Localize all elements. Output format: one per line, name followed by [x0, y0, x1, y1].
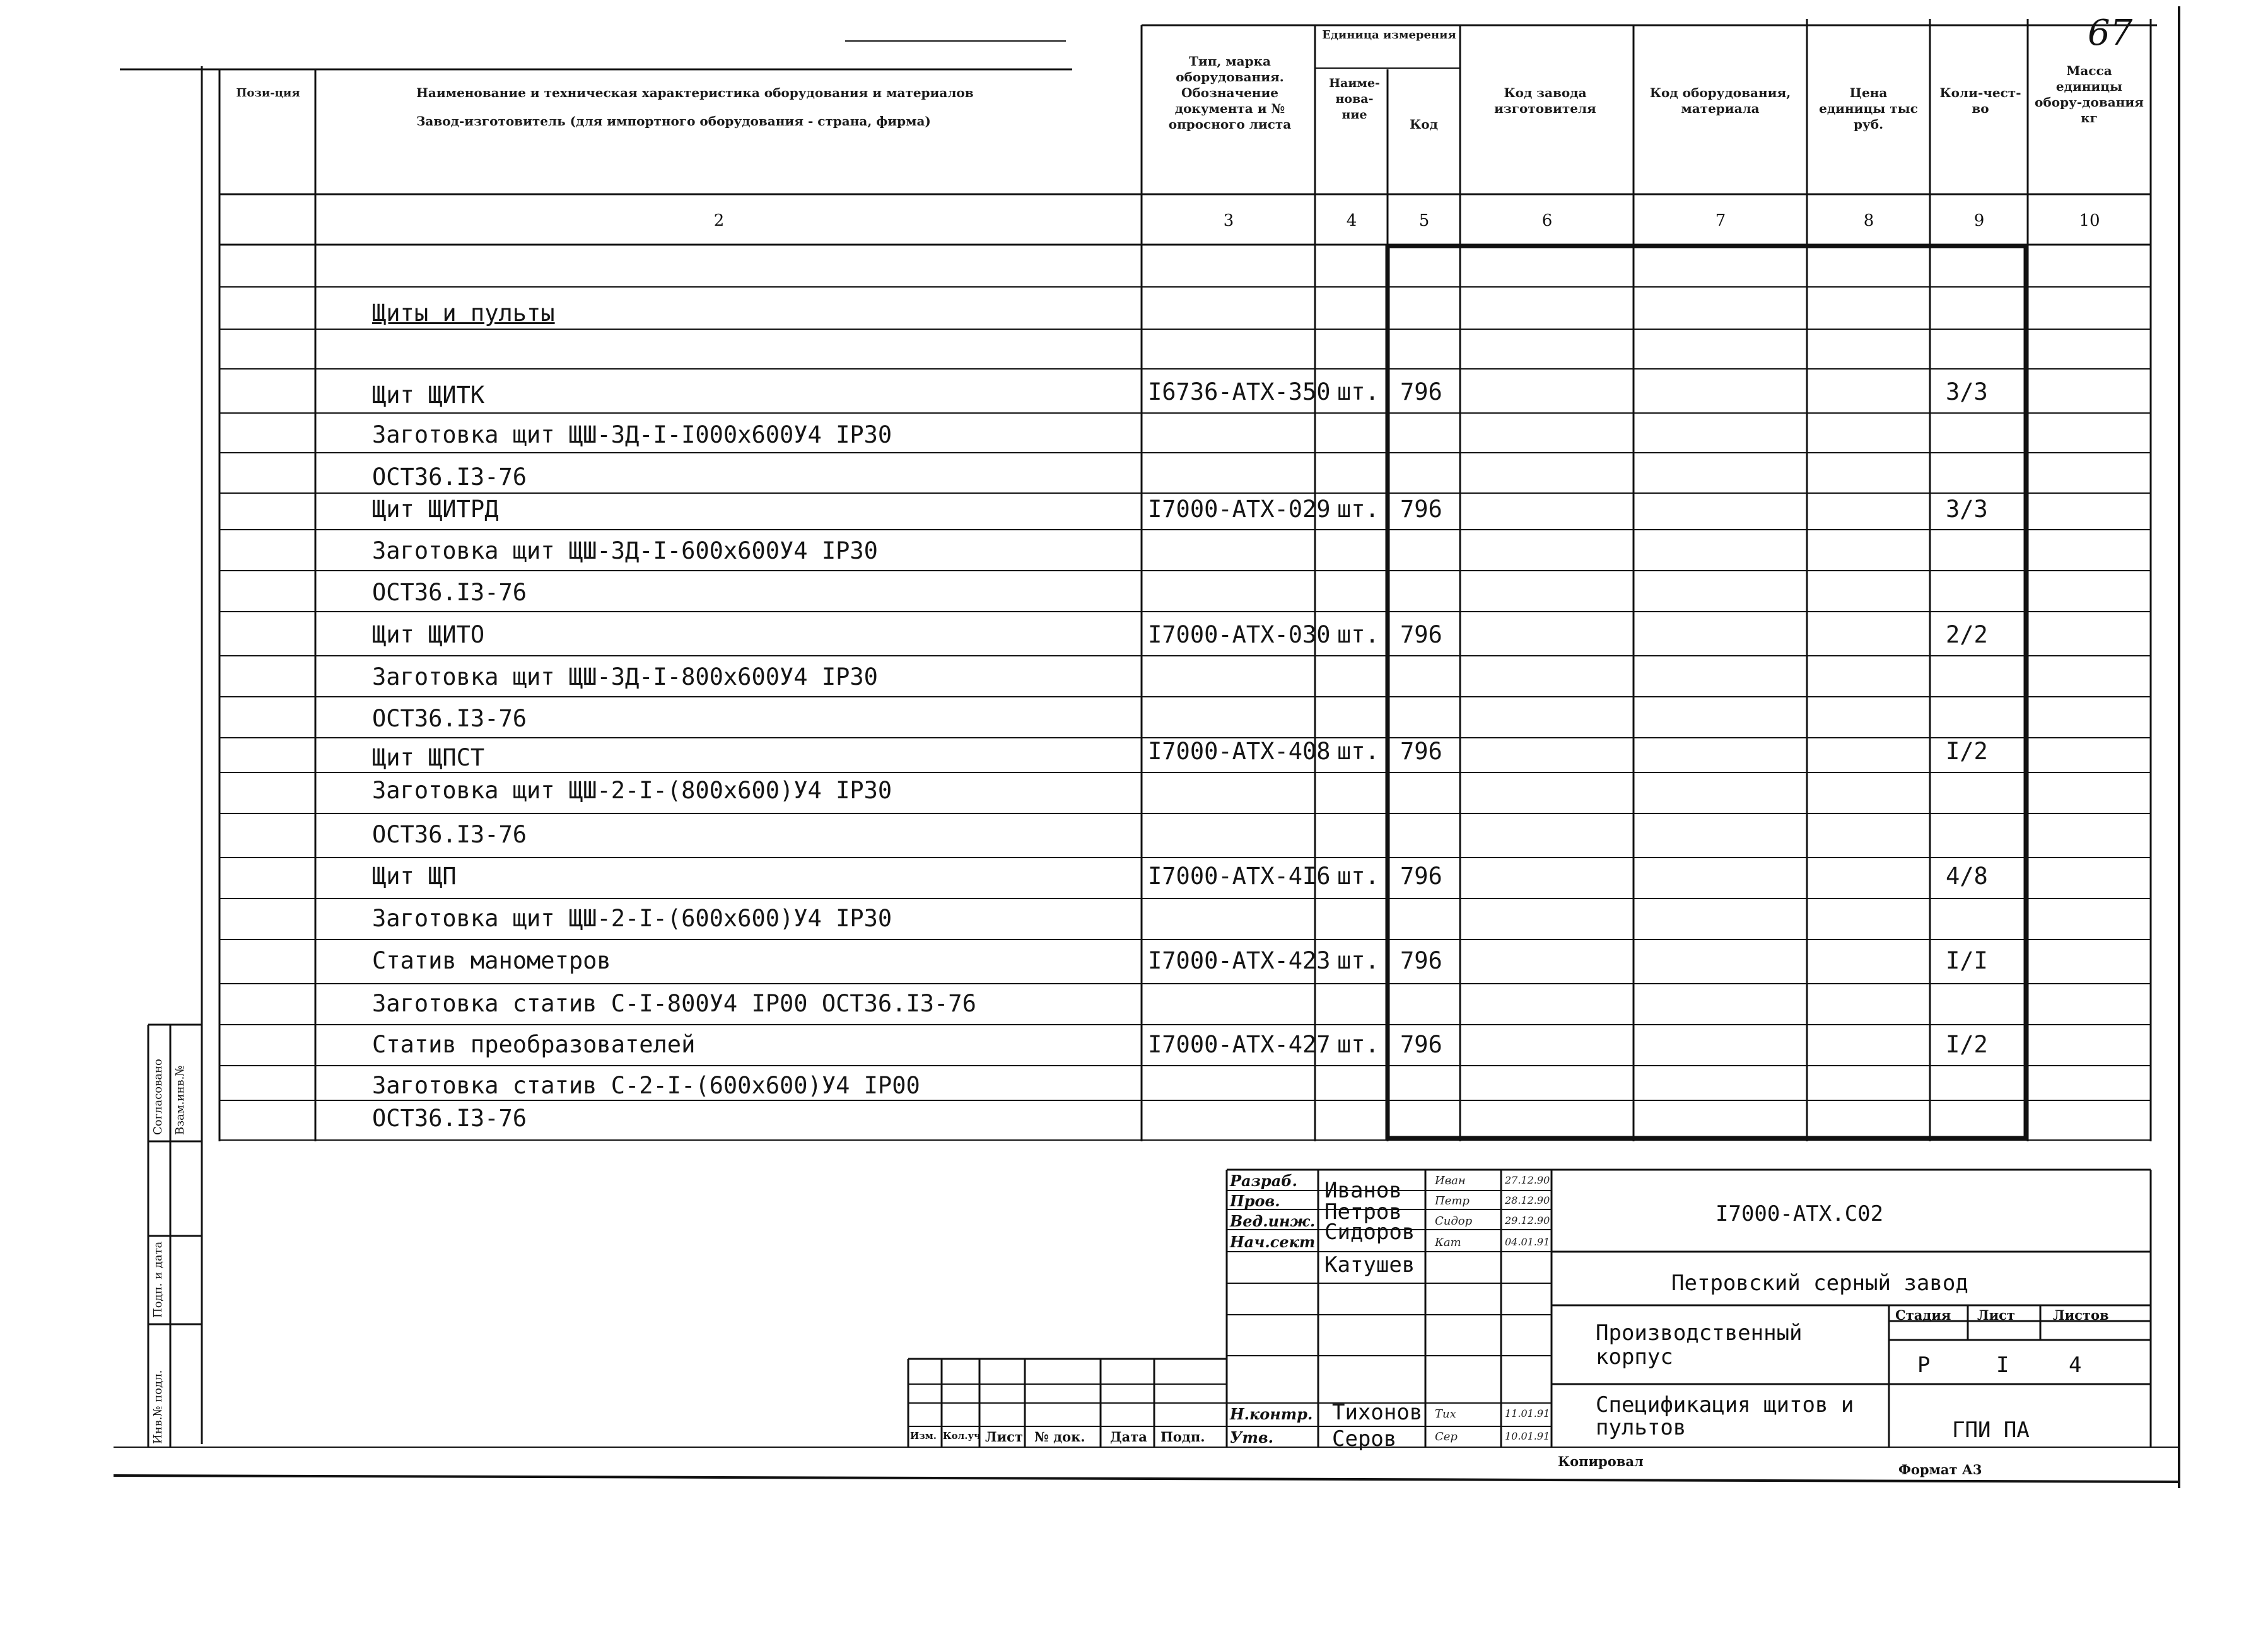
column-number: 9 — [1973, 211, 1985, 230]
format-label: Формат А3 — [1898, 1462, 1982, 1477]
row-code: 796 — [1400, 621, 1442, 648]
row-unit: шт. — [1337, 863, 1379, 890]
row-unit: шт. — [1337, 378, 1379, 405]
tb-date: 04.01.91 — [1505, 1236, 1550, 1248]
column-number: 7 — [1715, 211, 1726, 230]
tb-name: Иванов — [1324, 1178, 1402, 1203]
tb-name: Тихонов — [1332, 1400, 1423, 1425]
row-name: Статив манометров — [372, 947, 611, 974]
tb-name: Петров — [1324, 1199, 1402, 1225]
row-name: Заготовка щит ЩШ-ЗД-I-600х600У4 IР30 — [372, 537, 878, 564]
tb-signature: Сидор — [1435, 1214, 1473, 1228]
plant-name: Петровский серный завод — [1671, 1271, 1968, 1296]
header-plant-code: Код завода изготовителя — [1494, 85, 1596, 116]
column-number: 5 — [1418, 211, 1430, 230]
row-type: I7000-АТХ-030 — [1148, 621, 1331, 648]
row-name: Заготовка щит ЩШ-ЗД-I-800х600У4 IР30 — [372, 663, 878, 690]
tb-signature: Кат — [1435, 1236, 1461, 1249]
header-qty: Коли-чест-во — [1939, 85, 2021, 116]
row-name: ОСТ36.I3-76 — [372, 463, 527, 491]
tb-date: 29.12.90 — [1505, 1214, 1550, 1226]
row-type: I7000-АТХ-408 — [1148, 738, 1331, 765]
side-stamp-label: Подп. и дата — [151, 1241, 165, 1318]
row-name: Щит ЩИТРД — [372, 496, 499, 523]
row-type: I7000-АТХ-423 — [1148, 947, 1331, 974]
tb-date: 10.01.91 — [1505, 1430, 1550, 1442]
sheet-value: I — [1996, 1353, 2009, 1378]
row-code: 796 — [1400, 863, 1442, 890]
row-code: 796 — [1400, 947, 1442, 974]
row-qty: 4/8 — [1946, 863, 1988, 890]
row-name: ОСТ36.I3-76 — [372, 1105, 527, 1132]
row-type: I7000-АТХ-427 — [1148, 1031, 1331, 1058]
row-qty: I/I — [1946, 947, 1988, 974]
row-qty: 3/3 — [1946, 378, 1988, 405]
column-number: 8 — [1863, 211, 1874, 230]
revision-header: Изм. — [910, 1430, 937, 1441]
building-name: Производственный корпус — [1596, 1320, 1803, 1370]
revision-header: Лист — [985, 1429, 1023, 1445]
section-heading: Щиты и пульты — [372, 300, 555, 327]
header-mass: Масса единицы обору-дования кг — [2035, 63, 2144, 125]
row-name: ОСТ36.I3-76 — [372, 579, 527, 606]
sheet-header: Лист — [1977, 1307, 2015, 1323]
revision-header: № док. — [1034, 1429, 1085, 1445]
side-stamp-label: Взам.инв.№ — [173, 1065, 187, 1135]
stage-header: Стадия — [1895, 1307, 1951, 1323]
row-code: 796 — [1400, 496, 1442, 523]
header-name-line2: Завод-изготовитель (для импортного оборудования - страна, фирма) — [416, 114, 931, 129]
row-code: 796 — [1400, 378, 1442, 405]
header-unit-code: Код — [1410, 117, 1438, 132]
copied-label: Копировал — [1558, 1453, 1644, 1469]
document-title: Спецификация щитов и пультов — [1596, 1392, 1854, 1440]
side-stamp-label: Согласовано — [151, 1059, 165, 1135]
row-unit: шт. — [1337, 738, 1379, 765]
tb-role: Вед.инж. — [1230, 1212, 1316, 1230]
tb-name: Серов — [1332, 1426, 1397, 1452]
row-unit: шт. — [1337, 496, 1379, 523]
row-name: Щит ЩИТО — [372, 621, 485, 648]
tb-signature: Сер — [1435, 1430, 1458, 1443]
stage-value: Р — [1917, 1353, 1931, 1378]
row-name: ОСТ36.I3-76 — [372, 705, 527, 732]
header-price: Цена единицы тыс руб. — [1819, 85, 1918, 132]
tb-date: 11.01.91 — [1505, 1407, 1550, 1419]
column-number: 2 — [713, 211, 725, 230]
sheets-header: Листов — [2053, 1307, 2109, 1323]
revision-header: Подп. — [1160, 1429, 1205, 1445]
column-number: 3 — [1223, 211, 1234, 230]
tb-name: Сидоров — [1324, 1220, 1415, 1245]
row-unit: шт. — [1337, 947, 1379, 974]
tb-role: Разраб. — [1230, 1172, 1297, 1190]
column-number: 4 — [1346, 211, 1357, 230]
row-unit: шт. — [1337, 621, 1379, 648]
tb-date: 28.12.90 — [1505, 1194, 1550, 1206]
row-name: Заготовка щит ЩШ-2-I-(800х600)У4 IР30 — [372, 777, 892, 804]
header-name-line1: Наименование и техническая характеристика оборудования и материалов — [416, 85, 974, 100]
row-code: 796 — [1400, 738, 1442, 765]
row-unit: шт. — [1337, 1031, 1379, 1058]
row-qty: I/2 — [1946, 1031, 1988, 1058]
sheets-value: 4 — [2069, 1353, 2082, 1378]
row-name: Заготовка статив С-I-800У4 IР00 ОСТ36.I3-76 — [372, 990, 976, 1017]
row-name: Щит ЩИТК — [372, 381, 485, 409]
tb-role: Пров. — [1230, 1192, 1280, 1210]
row-qty: I/2 — [1946, 738, 1988, 765]
column-number: 10 — [2079, 211, 2100, 230]
row-name: Заготовка статив С-2-I-(600х600)У4 IР00 — [372, 1072, 920, 1099]
tb-role: Утв. — [1230, 1428, 1273, 1447]
row-name: Щит ЩПСТ — [372, 744, 485, 771]
row-name: Статив преобразователей — [372, 1031, 696, 1058]
header-equip-code: Код оборудования, материала — [1649, 85, 1791, 116]
row-name: Щит ЩП — [372, 863, 457, 890]
revision-header: Дата — [1110, 1429, 1147, 1445]
row-code: 796 — [1400, 1031, 1442, 1058]
header-unit-name: Наиме-нова-ние — [1329, 76, 1380, 122]
revision-header: Кол.уч — [943, 1430, 981, 1441]
tb-signature: Петр — [1435, 1194, 1470, 1208]
tb-role: Н.контр. — [1230, 1405, 1313, 1423]
side-stamp-label: Инв.№ подл. — [151, 1370, 165, 1444]
column-number: 6 — [1541, 211, 1553, 230]
tb-name: Катушев — [1324, 1252, 1415, 1278]
row-type: I6736-АТХ-350 — [1148, 378, 1331, 405]
row-type: I7000-АТХ-4I6 — [1148, 863, 1331, 890]
tb-signature: Тих — [1435, 1407, 1456, 1421]
row-name: ОСТ36.I3-76 — [372, 821, 527, 848]
document-number: I7000-АТХ.С02 — [1716, 1201, 1884, 1226]
header-type: Тип, марка оборудования. Обозначение документа и № опросного листа — [1168, 54, 1292, 132]
header-pos: Пози-ция — [236, 86, 300, 100]
tb-date: 27.12.90 — [1505, 1174, 1550, 1186]
row-type: I7000-АТХ-029 — [1148, 496, 1331, 523]
row-name: Заготовка щит ЩШ-2-I-(600х600)У4 IР30 — [372, 905, 892, 932]
header-unit-group: Единица измерения — [1322, 28, 1456, 42]
row-qty: 2/2 — [1946, 621, 1988, 648]
tb-role: Нач.сект — [1230, 1233, 1316, 1251]
tb-signature: Иван — [1435, 1174, 1466, 1187]
row-qty: 3/3 — [1946, 496, 1988, 523]
handwritten-sheet-number: 67 — [2088, 13, 2133, 54]
row-name: Заготовка щит ЩШ-ЗД-I-I000х600У4 IР30 — [372, 421, 892, 448]
organization: ГПИ ПА — [1952, 1418, 2030, 1443]
